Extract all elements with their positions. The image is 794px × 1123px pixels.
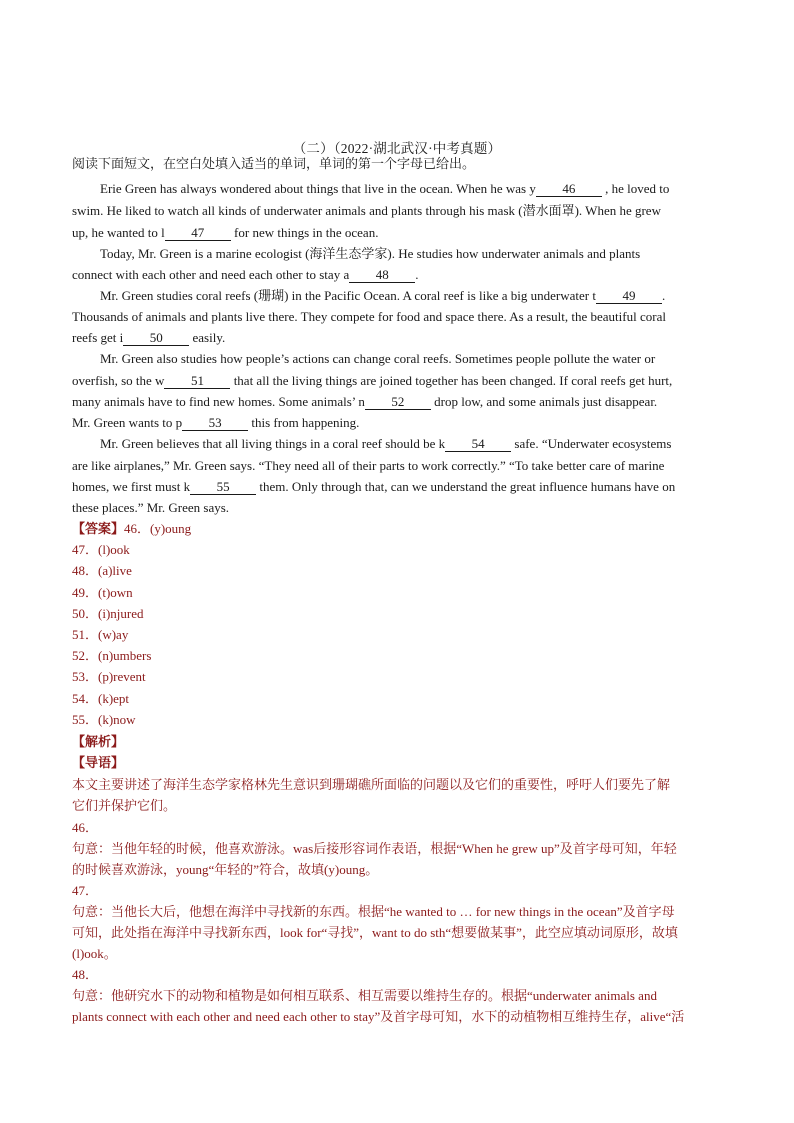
passage-line: are like airplanes,” Mr. Green says. “They need all of their parts to work correctly.” “To take better care of marine [72, 458, 665, 473]
passage-line: many animals have to find new homes. Some animals’ n 52 drop low, and some animals just disappear. [72, 394, 658, 409]
intro-label: 【导语】 [72, 755, 125, 770]
blank-54: 54 [445, 437, 511, 452]
instruction: 阅读下面短文，在空白处填入适当的单词，单词的第一个字母已给出。 [72, 156, 476, 171]
answer-list-header [72, 519, 191, 539]
blank-51: 51 [164, 374, 230, 389]
question-number: 48． [72, 967, 99, 982]
passage-line: Mr. Green wants to p 53 this from happening. [72, 415, 360, 430]
blank-48: 48 [349, 268, 415, 283]
blank-53: 53 [182, 416, 248, 431]
blank-52: 52 [365, 395, 431, 410]
explanation-text: 可知，此处指在海洋中寻找新东西，look for“寻找”，want to do sth“想要做某事”，此空应填动词原形，故填 [72, 925, 678, 940]
passage-line: Mr. Green studies coral reefs (珊瑚) in the Pacific Ocean. A coral reef is like a big underwater t 49 . [100, 288, 666, 303]
answer-item: 55．(k)now [72, 712, 136, 727]
answer-item: 51．(w)ay [72, 627, 129, 642]
passage-line: reefs get i 50 easily. [72, 330, 226, 345]
answer-item: 50．(i)njured [72, 606, 144, 621]
answer-item: 46．(y)oung [124, 521, 192, 536]
explanation-text: 句意：当他长大后，他想在海洋中寻找新的东西。根据“he wanted to … for new things in the ocean”及首字母 [72, 904, 675, 919]
intro-text: 它们并保护它们。 [72, 798, 177, 813]
blank-50: 50 [123, 331, 189, 346]
passage-line: Mr. Green believes that all living things in a coral reef should be k 54 safe. “Underwater ecosystems [100, 436, 672, 451]
blank-49: 49 [596, 289, 662, 304]
passage-line: Today, Mr. Green is a marine ecologist (海洋生态学家). He studies how underwater animals and plants [100, 246, 641, 261]
blank-47: 47 [165, 226, 231, 241]
question-number: 46． [72, 820, 99, 835]
passage-line: homes, we first must k 55 them. Only through that, can we understand the great influence humans have on [72, 479, 676, 494]
answer-item: 54．(k)ept [72, 691, 130, 706]
blank-46: 46 [536, 182, 602, 197]
explanation-text: plants connect with each other and need each other to stay”及首字母可知，水下的动植物相互维持生存，alive“活 [72, 1009, 685, 1024]
section-title: （二）（2022·湖北武汉·中考真题） [292, 141, 502, 156]
explanation-text: 句意：当他年轻的时候，他喜欢游泳。was后接形容词作表语，根据“When he grew up”及首字母可知，年轻 [72, 841, 677, 856]
answer-item: 48．(a)live [72, 563, 132, 578]
passage-line: Thousands of animals and plants live there. They compete for food and space there. As a result, the beautiful coral [72, 309, 666, 324]
explanation-text: 的时候喜欢游泳，young“年轻的”符合，故填(y)oung。 [72, 862, 379, 877]
passage-line: up, he wanted to l 47 for new things in the ocean. [72, 225, 379, 240]
passage-line: connect with each other and need each other to stay a 48 . [72, 267, 419, 282]
answer-label: 【答案】 [72, 521, 125, 536]
blank-55: 55 [190, 480, 256, 495]
intro-text: 本文主要讲述了海洋生态学家格林先生意识到珊瑚礁所面临的问题以及它们的重要性，呼吁人们要先了解 [72, 777, 671, 792]
explanation-text: (l)ook。 [72, 946, 117, 961]
passage-line: Erie Green has always wondered about things that live in the ocean. When he was y 46 , he loved to [100, 181, 670, 196]
passage-line: Mr. Green also studies how people’s actions can change coral reefs. Sometimes people pollute the water or [100, 351, 656, 366]
answer-item: 49．(t)own [72, 585, 133, 600]
passage-line: overfish, so the w 51 that all the living things are joined together has been changed. If coral reefs get hurt, [72, 373, 673, 388]
analysis-label: 【解析】 [72, 734, 125, 749]
passage-line: these places.” Mr. Green says. [72, 500, 230, 515]
passage-line: swim. He liked to watch all kinds of underwater animals and plants through his mask (潜水面罩). When he grew [72, 203, 661, 218]
answer-item: 47．(l)ook [72, 542, 130, 557]
answer-item: 53．(p)revent [72, 669, 146, 684]
explanation-text: 句意：他研究水下的动物和植物是如何相互联系、相互需要以维持生存的。根据“underwater animals and [72, 988, 657, 1003]
question-number: 47． [72, 883, 99, 898]
answer-item: 52．(n)umbers [72, 648, 152, 663]
